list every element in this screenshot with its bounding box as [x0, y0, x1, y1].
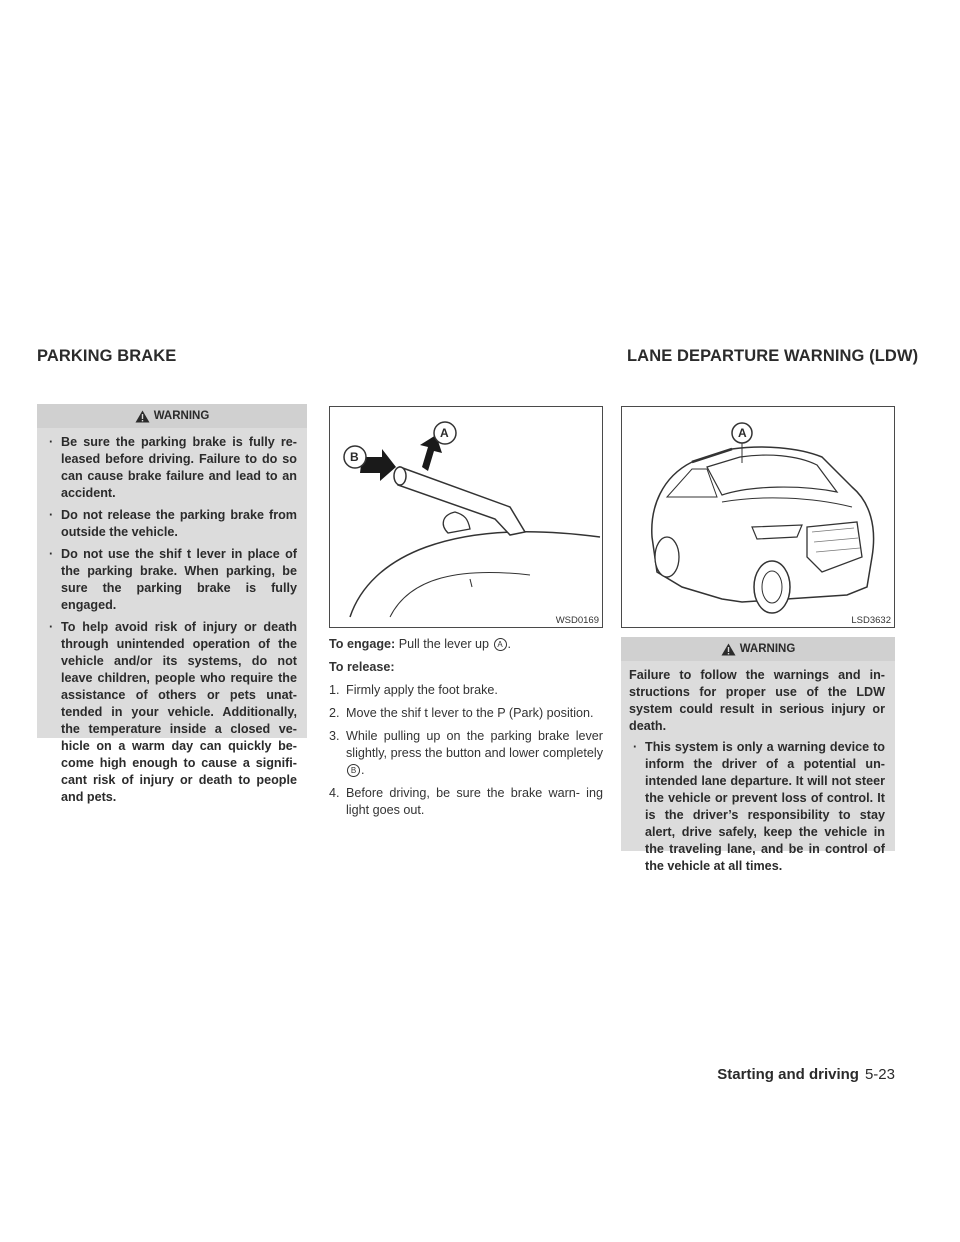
step-number: 3. [329, 729, 340, 743]
section-heading-parking-brake: PARKING BRAKE [37, 347, 177, 365]
warning-bullet: · This system is only a warning device to inform the driver of a potential un- intended lane departure. It will not steer the vehicle or prevent loss of control. It is the driver’s responsibility to stay alert, drive safely, keep the vehicle in the traveling lane, and be in control of the vehicle at all times. [633, 739, 885, 875]
callout-b-icon: B [347, 764, 360, 777]
ldw-warning-box [621, 637, 895, 873]
warning-bullet: · Be sure the parking brake is fully re- leased before driving. Failure to do so can cause brake failure and lead to an accident. [49, 434, 297, 502]
engage-label: To engage: [329, 637, 396, 651]
warning-title [621, 637, 895, 661]
release-step [329, 705, 603, 722]
figure-code: LSD3632 [851, 615, 891, 626]
parking-brake-figure [329, 406, 603, 628]
page-footer [717, 1066, 895, 1083]
parking-brake-instructions [329, 636, 603, 825]
parking-brake-lever-illustration [330, 407, 602, 627]
release-label [329, 659, 603, 676]
engage-paragraph: To engage: Pull the lever up A . [329, 637, 512, 651]
step-number: 1. [329, 683, 340, 697]
parking-brake-warning-box [37, 404, 307, 804]
step-number: 4. [329, 786, 340, 800]
release-step [329, 785, 603, 819]
step-text: While pulling up on the parking brake lever slightly, press the button and lower completely [346, 729, 603, 760]
warning-title-text: WARNING [739, 643, 796, 655]
figure-label-b: B [350, 450, 359, 464]
release-label-text: To release: [329, 660, 395, 674]
footer-section: Starting and driving [717, 1066, 859, 1083]
engage-text: Pull the lever up [398, 637, 490, 651]
figure-label-a: A [738, 426, 747, 440]
step-text: Before driving, be sure the brake warn- ing light goes out. [346, 786, 603, 817]
footer-page-number: 5-23 [864, 1066, 895, 1083]
warning-bullet: · To help avoid risk of injury or death through unintended operation of the vehicle and/or its systems, do not leave children, people who require the assistance of others or pets unat- tended in your vehicle. Additionally, the temperature inside a closed ve- hicle on a warm day can quickly be- come high enough to cause a signifi- cant risk of injury or death to people and pets. [49, 619, 297, 806]
release-steps [329, 682, 603, 819]
warning-title [37, 404, 307, 428]
callout-a-icon: A [494, 638, 507, 651]
warning-bullet-list [621, 739, 895, 875]
release-step [329, 682, 603, 699]
warning-bullet: · Do not use the shif t lever in place of the parking brake. When parking, be sure the parking brake is fully engaged. [49, 546, 297, 614]
section-heading-ldw: LANE DEPARTURE WARNING (LDW) [627, 347, 919, 365]
step-text: Move the shif t lever to the P (Park) position. [346, 706, 594, 720]
warning-bullet-list [37, 434, 307, 806]
release-step: 3. While pulling up on the parking brake lever slightly, press the button and lower completely B . [329, 729, 603, 777]
figure-code: WSD0169 [555, 615, 599, 626]
warning-bullet: · Do not release the parking brake from outside the vehicle. [49, 507, 297, 541]
vehicle-camera-illustration [622, 407, 894, 627]
warning-title-text: WARNING [153, 410, 210, 422]
warning-triangle-icon [721, 643, 736, 656]
warning-intro: Failure to follow the warnings and in- structions for proper use of the LDW system could result in serious injury or death. [629, 668, 885, 733]
ldw-vehicle-figure [621, 406, 895, 628]
step-number: 2. [329, 706, 340, 720]
warning-triangle-icon [135, 410, 150, 423]
step-text: Firmly apply the foot brake. [346, 683, 498, 697]
figure-label-a: A [440, 426, 449, 440]
